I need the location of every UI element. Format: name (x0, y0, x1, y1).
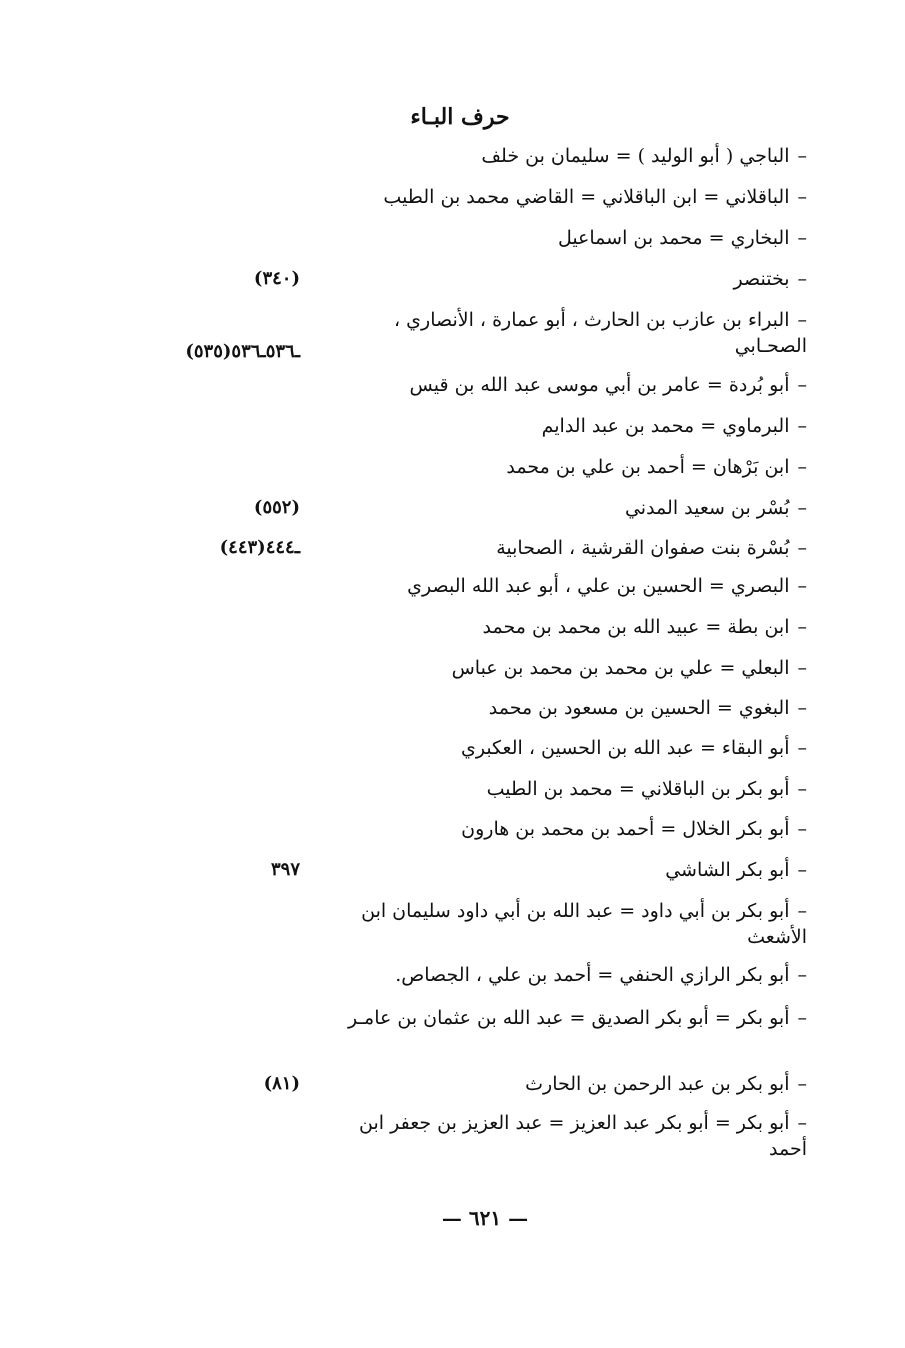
entry-label: البعلي = علي بن محمد بن محمد بن عباس (451, 657, 790, 679)
entry-text (317, 1071, 807, 1097)
dash-marker: – (797, 964, 807, 986)
entry-text (317, 1005, 807, 1031)
entry-page-ref: (٥٣٥)ـ٥٣٦ـ٥٣٦ (185, 341, 300, 362)
entry-label: بُسْر بن سعيد المدني (624, 497, 790, 519)
entry-label: البخاري = محمد بن اسماعيل (557, 227, 790, 249)
dash-marker: – (797, 537, 807, 559)
entry-text (317, 614, 807, 640)
dash-marker: – (797, 818, 807, 840)
entry-label: أبو البقاء = عبد الله بن الحسين ، العكبري (460, 737, 790, 759)
entry-text (317, 413, 807, 439)
entry-text (317, 655, 807, 681)
entry-text (317, 143, 807, 169)
entry-text (317, 857, 807, 883)
entry-page-ref: ٣٩٧ (270, 859, 300, 880)
entry-text (317, 962, 807, 988)
entry-text (317, 898, 807, 950)
entry-label: الباجي ( أبو الوليد ) = سليمان بن خلف (481, 145, 790, 167)
dash-marker: – (797, 374, 807, 396)
entry-page-ref: (٤٤٣)ـ٤٤٤ (219, 537, 300, 558)
entry-label: البراء بن عازب بن الحارث ، أبو عمارة ، الأنصاري ، الصحـابي (393, 309, 807, 357)
dash-marker: – (797, 1073, 807, 1095)
dash-marker: – (797, 900, 807, 922)
entry-label: أبو بكر الشاشي (665, 859, 790, 881)
dash-marker: – (797, 657, 807, 679)
entry-text (317, 184, 807, 210)
page-number: — ٦٢١ — (441, 1206, 529, 1230)
entry-text (317, 735, 807, 761)
entry-text (317, 495, 807, 521)
entry-label: أبو بكر = أبو بكر عبد العزيز = عبد العزيز بن جعفر ابن أحمد (359, 1112, 807, 1160)
entry-label: الباقلاني = ابن الباقلاني = القاضي محمد بن الطيب (383, 186, 790, 208)
entry-page-ref: (٥٥٢) (253, 497, 300, 518)
entry-label: أبو بكر الخلال = أحمد بن محمد بن هارون (461, 818, 790, 840)
dash-marker: – (797, 497, 807, 519)
entry-label: أبو بكر بن أبي داود = عبد الله بن أبي داود سليمان ابن الأشعث (361, 900, 807, 948)
entry-label: بُسْرة بنت صفوان القرشية ، الصحابية (496, 537, 790, 559)
dash-marker: – (797, 737, 807, 759)
entry-label: أبو بكر = أبو بكر الصديق = عبد الله بن عثمان بن عامـر (348, 1007, 790, 1029)
dash-marker: – (797, 859, 807, 881)
entry-text (317, 266, 807, 292)
entry-text (317, 535, 807, 561)
entry-label: أبو بكر الرازي الحنفي = أحمد بن علي ، الجصاص. (395, 964, 790, 986)
dash-marker: – (797, 268, 807, 290)
dash-marker: – (797, 145, 807, 167)
entry-label: ابن بطة = عبيد الله بن محمد بن محمد (482, 616, 790, 638)
entry-label: البصري = الحسين بن علي ، أبو عبد الله البصري (407, 575, 790, 597)
dash-marker: – (797, 778, 807, 800)
entry-text (317, 695, 807, 721)
entry-page-ref: (٣٤٠) (253, 268, 300, 289)
dash-marker: – (797, 186, 807, 208)
dash-marker: – (797, 1007, 807, 1029)
entry-text (317, 573, 807, 599)
entry-text (317, 225, 807, 251)
section-title: حرف البـاء (410, 104, 510, 130)
entry-label: أبو بكر بن الباقلاني = محمد بن الطيب (486, 778, 790, 800)
dash-marker: – (797, 456, 807, 478)
dash-marker: – (797, 697, 807, 719)
dash-marker: – (797, 227, 807, 249)
dash-marker: – (797, 309, 807, 331)
entry-label: أبو بكر بن عبد الرحمن بن الحارث (525, 1073, 790, 1095)
entry-text (317, 776, 807, 802)
entry-label: بختنصر (733, 268, 790, 290)
dash-marker: – (797, 616, 807, 638)
entry-text (317, 1110, 807, 1162)
entry-label: ابن بَرْهان = أحمد بن علي بن محمد (506, 456, 790, 478)
entry-label: البرماوي = محمد بن عبد الدايم (541, 415, 790, 437)
dash-marker: – (797, 415, 807, 437)
dash-marker: – (797, 1112, 807, 1134)
dash-marker: – (797, 575, 807, 597)
entry-label: البغوي = الحسين بن مسعود بن محمد (488, 697, 790, 719)
entry-text (317, 454, 807, 480)
entry-text (317, 816, 807, 842)
entry-page-ref: (٨١) (263, 1073, 300, 1094)
entry-text (317, 307, 807, 359)
entry-text (317, 372, 807, 398)
entry-label: أبو بُردة = عامر بن أبي موسى عبد الله بن قيس (409, 374, 790, 396)
